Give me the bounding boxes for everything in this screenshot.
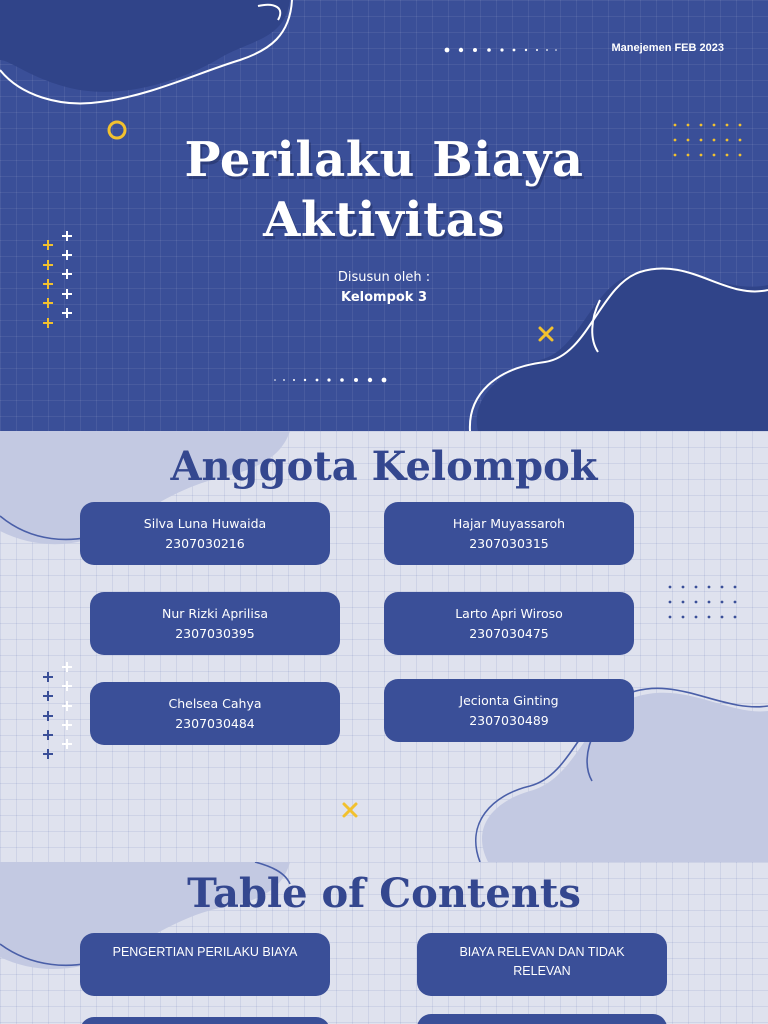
dot-grid-blue [669,586,737,619]
author-value: Kelompok 3 [340,290,428,305]
toc-item[interactable] [80,933,330,996]
author-label: Disusun oleh : [337,270,431,285]
plus-column-right [62,662,72,749]
toc-item[interactable] [417,1014,667,1024]
toc-item-label: PENGERTIAN PERILAKU BIAYA [112,945,298,959]
member-id: 2307030475 [469,625,549,641]
member-card [384,592,634,655]
member-id: 2307030315 [469,535,549,551]
toc-title: Table of Contents [187,870,581,917]
cross-icon [344,804,356,816]
member-name: Larto Apri Wiroso [455,605,563,621]
member-name: Chelsea Cahya [168,695,262,711]
title-line-1: Perilaku Biaya [184,132,584,188]
members-title: Anggota Kelompok [170,443,598,490]
toc-item[interactable] [80,1017,330,1024]
toc-slide [0,862,768,1024]
dot-row-top [445,48,557,53]
cover-slide [0,0,768,431]
brand-label: Manejemen FEB 2023 [611,42,724,54]
page-title [0,130,768,250]
member-card [80,502,330,565]
member-id: 2307030216 [165,535,245,551]
dot-row-bottom [274,378,386,383]
cross-icon [540,328,552,340]
member-card [90,592,340,655]
member-name: Hajar Muyassaroh [452,515,566,531]
member-name: Jecionta Ginting [459,692,559,708]
member-card [384,502,634,565]
members-slide [0,431,768,862]
member-name: Silva Luna Huwaida [143,515,267,531]
member-name: Nur Rizki Aprilisa [161,605,268,621]
title-line-2: Aktivitas [263,192,505,248]
toc-item-label: BIAYA RELEVAN DAN TIDAK RELEVAN [459,945,625,978]
plus-column-left [43,672,53,759]
toc-item[interactable] [417,933,667,996]
member-card [90,682,340,745]
member-id: 2307030484 [175,715,255,731]
member-card [384,679,634,742]
member-id: 2307030395 [175,625,255,641]
member-id: 2307030489 [469,712,549,728]
top-left-blob [0,0,290,92]
